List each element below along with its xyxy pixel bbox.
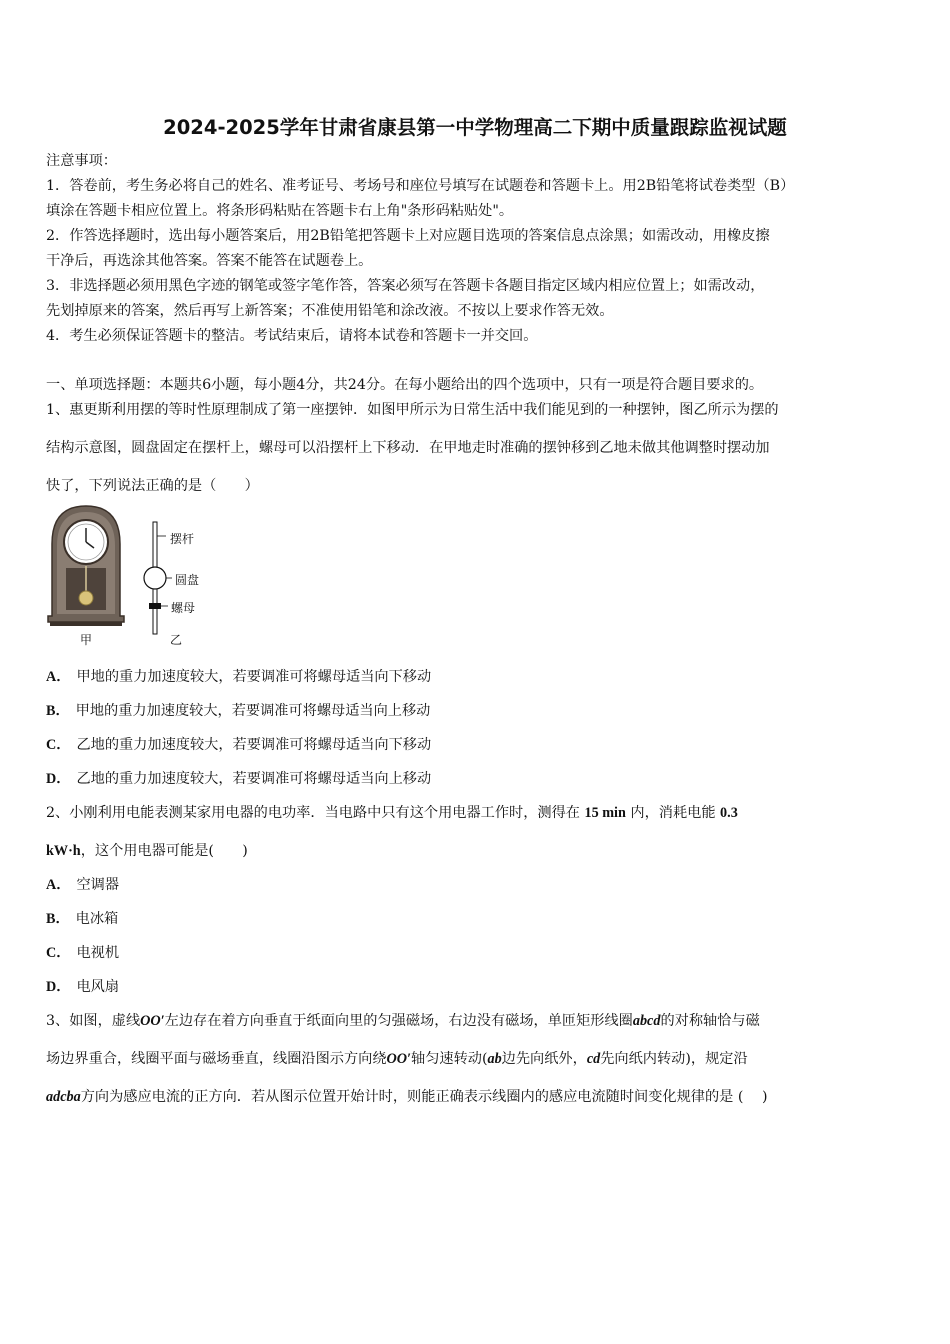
option-a [46, 667, 431, 687]
q3-side: ab [487, 1051, 502, 1067]
page-title: 2024-2025学年甘肃省康县第一中学物理高二下期中质量跟踪监视试题 [163, 116, 787, 139]
option-b [46, 701, 430, 721]
label-disc: 圆盘 [175, 573, 200, 587]
q3-direction: adcba [46, 1089, 81, 1105]
caption-a: 甲 [80, 633, 93, 647]
option-key: C． [46, 737, 71, 753]
option-text: 甲地的重力加速度较大，若要调准可将螺母适当向上移动 [75, 703, 431, 719]
q3-axis: OO′ [140, 1013, 165, 1029]
label-nut: 螺母 [171, 601, 196, 615]
option-text: 乙地的重力加速度较大，若要调准可将螺母适当向下移动 [76, 737, 432, 753]
option-key: B． [46, 703, 70, 719]
option-key: A． [46, 669, 71, 685]
label-rod: 摆杆 [170, 532, 195, 546]
q3-text: 3、如图，虚线 [46, 1013, 141, 1029]
q2-energy: 0.3 [720, 805, 738, 821]
section-heading: 一、单项选择题：本题共6小题，每小题4分，共24分。在每小题给出的四个选项中，只有一项是符合题目要求的。 [46, 377, 764, 393]
q2-text: 2、小刚利用电能表测某家用电器的电功率．当电路中只有这个用电器工作时，测得在 [46, 805, 580, 821]
notice-line: 2．作答选择题时，选出每小题答案后，用2B铅笔把答题卡上对应题目选项的答案信息点涂黑；如需改动，用橡皮擦 [46, 228, 770, 244]
option-key: B． [46, 911, 70, 927]
notice-line: 3．非选择题必须用黑色字迹的钢笔或签字笔作答，答案必须写在答题卡各题目指定区域内相应位置上；如需改动， [46, 278, 765, 294]
q3-side: cd [586, 1051, 601, 1067]
q3-text: 的对称轴恰与磁 [660, 1013, 760, 1029]
notice-line: 4．考生必须保证答题卡的整洁。考试结束后，请将本试卷和答题卡一并交回。 [46, 328, 538, 344]
notice-line: 1．答卷前，考生务必将自己的姓名、准考证号、考场号和座位号填写在试题卷和答题卡上。用2B铅笔将试卷类型（B） [46, 178, 795, 194]
question-3-text [46, 1087, 768, 1107]
question-1-text: 1、惠更斯利用摆的等时性原理制成了第一座摆钟．如图甲所示为日常生活中我们能见到的一种摆钟，图乙所示为摆的 [46, 402, 779, 418]
option-text: 电风扇 [76, 979, 120, 995]
notice-heading: 注意事项： [46, 153, 117, 169]
q3-axis: OO′ [386, 1051, 411, 1067]
option-b [46, 909, 118, 929]
option-c [46, 735, 431, 755]
option-key: D． [46, 771, 71, 787]
option-text: 电冰箱 [75, 911, 119, 927]
q2-text: 内，消耗电能 [630, 805, 716, 821]
q3-text: 边先向纸外， [501, 1051, 587, 1067]
question-3-text [46, 1011, 760, 1031]
q2-unit: kW·h [46, 843, 81, 859]
option-a [46, 875, 119, 895]
question-3-text [46, 1049, 748, 1069]
q3-text: 方向为感应电流的正方向．若从图示位置开始计时，则能正确表示线圈内的感应电流随时间变化规律的是 ( ) [80, 1089, 768, 1105]
q2-time: 15 min [584, 805, 626, 821]
option-text: 甲地的重力加速度较大，若要调准可将螺母适当向下移动 [76, 669, 432, 685]
q3-text: 先向纸内转动)，规定沿 [600, 1051, 748, 1067]
q3-text: 左边存在着方向垂直于纸面向里的匀强磁场，右边没有磁场，单匝矩形线圈 [164, 1013, 633, 1029]
q2-text: ，这个用电器可能是( ) [80, 843, 248, 859]
notice-line: 干净后，再选涂其他答案。答案不能答在试题卷上。 [46, 253, 373, 269]
q3-coil: abcd [632, 1013, 661, 1029]
question-1-text: 结构示意图，圆盘固定在摆杆上，螺母可以沿摆杆上下移动．在甲地走时准确的摆钟移到乙地未做其他调整时摆动加 [46, 440, 770, 456]
option-text: 空调器 [76, 877, 120, 893]
q3-text: 场边界重合，线圈平面与磁场垂直，线圈沿图示方向绕 [46, 1051, 387, 1067]
pendulum-clock-figure [44, 504, 224, 652]
option-key: A． [46, 877, 71, 893]
option-text: 乙地的重力加速度较大，若要调准可将螺母适当向上移动 [76, 771, 432, 787]
notice-line: 先划掉原来的答案，然后再写上新答案；不准使用铅笔和涂改液。不按以上要求作答无效。 [46, 303, 614, 319]
notice-line: 填涂在答题卡相应位置上。将条形码粘贴在答题卡右上角"条形码粘贴处"。 [46, 203, 514, 219]
question-1-text: 快了，下列说法正确的是（ ） [46, 478, 259, 494]
q3-text: 轴匀速转动( [411, 1051, 488, 1067]
caption-b: 乙 [170, 633, 183, 647]
option-text: 电视机 [76, 945, 120, 961]
option-key: D． [46, 979, 71, 995]
question-2-text [46, 841, 248, 861]
question-2-text [46, 803, 738, 823]
option-key: C． [46, 945, 71, 961]
option-c [46, 943, 119, 963]
option-d [46, 977, 119, 997]
option-d [46, 769, 431, 789]
